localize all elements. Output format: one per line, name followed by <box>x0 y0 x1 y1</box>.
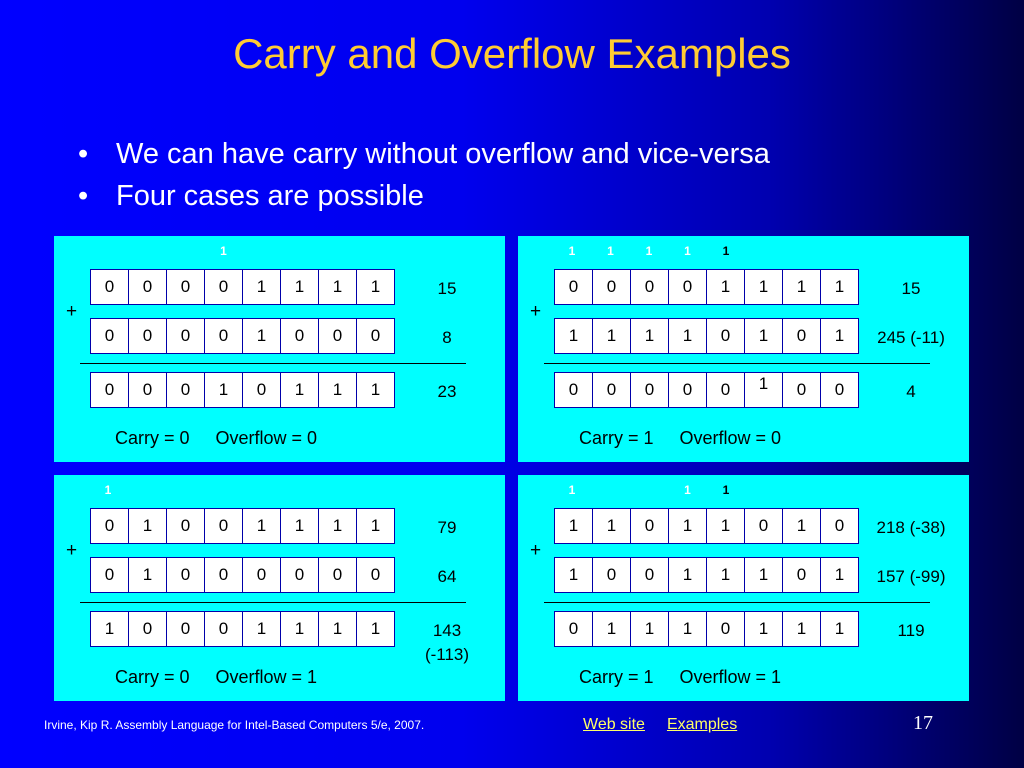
bit-value: 1 <box>218 380 229 399</box>
bit-value: 0 <box>720 326 731 345</box>
bit-value: 1 <box>568 565 579 584</box>
bit-cell <box>744 269 783 305</box>
bit-value: 1 <box>682 516 693 535</box>
bit-value: 1 <box>332 380 343 399</box>
bit-cell <box>554 318 593 354</box>
bit-value: 1 <box>142 565 153 584</box>
bit-cell <box>744 557 783 593</box>
bit-cell <box>554 269 593 305</box>
bit-cell <box>782 557 821 593</box>
bit-value: 1 <box>758 374 769 393</box>
bit-value: 1 <box>104 619 115 638</box>
bit-value: 0 <box>142 326 153 345</box>
bullet-item: • Four cases are possible <box>78 175 770 217</box>
web-site-link[interactable]: Web site <box>583 716 645 733</box>
bit-value: 1 <box>606 619 617 638</box>
bit-value: 1 <box>796 277 807 296</box>
bit-cell <box>128 557 167 593</box>
examples-link[interactable]: Examples <box>666 716 738 733</box>
slide-title: Carry and Overflow Examples <box>233 30 791 77</box>
bit-value: 0 <box>256 565 267 584</box>
bullet-icon: • <box>78 138 89 170</box>
bit-value: 1 <box>758 565 769 584</box>
bit-cell <box>242 508 281 544</box>
operand-b-value: 64 <box>437 567 457 586</box>
bit-value: 0 <box>294 326 305 345</box>
operand-b-value: 157 (-99) <box>876 567 946 586</box>
carry-bit: 1 <box>568 483 576 497</box>
operand-b-row <box>90 318 394 354</box>
bit-value: 0 <box>180 380 191 399</box>
bit-cell <box>706 557 745 593</box>
bit-cell <box>204 611 243 647</box>
bit-cell <box>128 372 167 408</box>
example-panel-3 <box>54 475 505 701</box>
bit-value: 1 <box>682 619 693 638</box>
example-panel-1 <box>54 236 505 462</box>
carry-bit: 1 <box>645 244 653 258</box>
bit-value: 1 <box>294 277 305 296</box>
flags-status <box>115 667 317 688</box>
bit-cell <box>242 269 281 305</box>
example-panel-4 <box>518 475 969 701</box>
bit-value: 0 <box>294 565 305 584</box>
carry-bit: 1 <box>568 244 576 258</box>
bit-cell <box>242 557 281 593</box>
bit-value: 1 <box>370 277 381 296</box>
operand-b-row <box>554 318 858 354</box>
bit-value: 1 <box>256 277 267 296</box>
bit-cell <box>280 557 319 593</box>
bit-cell <box>90 508 129 544</box>
bit-value: 0 <box>720 619 731 638</box>
bit-value: 1 <box>758 326 769 345</box>
bit-cell <box>820 508 859 544</box>
bit-cell <box>630 269 669 305</box>
bit-cell <box>592 318 631 354</box>
bit-value: 0 <box>682 277 693 296</box>
bit-cell <box>820 557 859 593</box>
carry-flag-text: Carry = 1 <box>579 667 654 687</box>
bit-cell <box>668 269 707 305</box>
bit-cell <box>90 318 129 354</box>
bit-cell <box>668 372 707 408</box>
bit-cell <box>280 508 319 544</box>
bit-cell <box>706 372 745 408</box>
bit-value: 1 <box>796 516 807 535</box>
bit-value: 0 <box>606 380 617 399</box>
bit-cell <box>744 318 783 354</box>
bit-cell <box>166 508 205 544</box>
bit-cell <box>90 611 129 647</box>
bit-value: 1 <box>682 565 693 584</box>
bullet-icon: • <box>78 180 89 212</box>
bit-cell <box>630 508 669 544</box>
bit-value: 0 <box>180 565 191 584</box>
bit-cell <box>744 508 783 544</box>
bit-cell <box>592 372 631 408</box>
bit-cell <box>554 557 593 593</box>
overflow-flag-text: Overflow = 0 <box>679 428 782 448</box>
bit-value: 1 <box>796 619 807 638</box>
bit-cell <box>630 611 669 647</box>
bit-cell <box>166 557 205 593</box>
sum-row <box>90 611 394 647</box>
bit-cell <box>280 372 319 408</box>
bit-value: 0 <box>644 380 655 399</box>
flags-status <box>579 428 781 449</box>
bit-cell <box>204 318 243 354</box>
bit-cell <box>356 557 395 593</box>
operand-b-value: 8 <box>442 328 452 347</box>
bit-cell <box>592 269 631 305</box>
bit-cell <box>204 372 243 408</box>
bit-value: 0 <box>104 380 115 399</box>
bit-cell <box>820 372 859 408</box>
bit-value: 0 <box>568 277 579 296</box>
bit-value: 0 <box>256 380 267 399</box>
bit-cell <box>744 611 783 647</box>
bit-value: 0 <box>796 326 807 345</box>
sum-value: 119 <box>897 621 925 640</box>
bit-value: 0 <box>142 277 153 296</box>
bit-value: 0 <box>218 516 229 535</box>
bit-cell <box>820 269 859 305</box>
footer-links <box>583 716 759 734</box>
bit-value: 0 <box>142 380 153 399</box>
bit-cell <box>706 611 745 647</box>
bit-cell <box>820 611 859 647</box>
operand-a-value: 79 <box>437 518 457 537</box>
carry-bit: 1 <box>104 483 112 497</box>
bit-cell <box>280 269 319 305</box>
operand-a-row <box>554 508 858 544</box>
bit-cell <box>356 611 395 647</box>
operand-b-row <box>90 557 394 593</box>
bit-value: 1 <box>142 516 153 535</box>
bit-value: 0 <box>720 380 731 399</box>
carry-bit: 1 <box>607 244 614 258</box>
bit-value: 1 <box>568 516 579 535</box>
bit-value: 1 <box>256 326 267 345</box>
bit-cell <box>318 508 357 544</box>
plus-sign: + <box>66 540 78 561</box>
bit-value: 0 <box>370 326 381 345</box>
bit-cell <box>782 611 821 647</box>
bit-value: 0 <box>332 326 343 345</box>
sum-value: 4 <box>906 382 916 401</box>
bit-cell <box>554 508 593 544</box>
bit-value: 0 <box>180 516 191 535</box>
bit-value: 1 <box>834 619 845 638</box>
sum-row <box>554 372 858 408</box>
bit-cell <box>204 269 243 305</box>
bit-cell <box>128 269 167 305</box>
bit-cell <box>242 318 281 354</box>
bit-cell <box>90 269 129 305</box>
plus-sign: + <box>530 540 542 561</box>
bit-value: 0 <box>682 380 693 399</box>
bit-cell <box>592 611 631 647</box>
citation-footer: Irvine, Kip R. Assembly Language for Intel-Based Computers 5/e, 2007. <box>44 718 425 732</box>
bit-value: 0 <box>606 277 617 296</box>
bit-cell <box>128 318 167 354</box>
bit-cell <box>204 508 243 544</box>
bit-value: 0 <box>332 565 343 584</box>
bit-cell <box>318 269 357 305</box>
bit-value: 1 <box>370 516 381 535</box>
operand-b-value: 245 (-11) <box>877 328 945 347</box>
carry-flag-text: Carry = 0 <box>115 667 190 687</box>
bit-cell <box>318 611 357 647</box>
bit-value: 0 <box>758 516 769 535</box>
bit-value: 1 <box>834 277 845 296</box>
bit-cell <box>356 318 395 354</box>
bit-cell <box>554 611 593 647</box>
bit-value: 0 <box>218 277 229 296</box>
bit-cell <box>592 557 631 593</box>
bit-cell <box>782 508 821 544</box>
carry-flag-text: Carry = 0 <box>115 428 190 448</box>
sum-signed-value: (-113) <box>424 645 470 664</box>
bit-cell <box>706 269 745 305</box>
bit-value: 0 <box>104 565 115 584</box>
bit-cell <box>128 611 167 647</box>
sum-row <box>90 372 394 408</box>
bit-value: 1 <box>720 516 731 535</box>
bit-cell <box>280 611 319 647</box>
carry-bit: 1 <box>722 483 730 497</box>
bit-value: 0 <box>218 619 229 638</box>
bit-value: 0 <box>796 565 807 584</box>
sum-value: 143 <box>432 621 462 640</box>
operand-a-value: 15 <box>437 279 457 298</box>
bit-value: 0 <box>104 277 115 296</box>
example-panel-2 <box>518 236 969 462</box>
bit-value: 1 <box>758 619 769 638</box>
bit-value: 0 <box>104 516 115 535</box>
bit-cell <box>782 372 821 408</box>
bit-value: 1 <box>644 619 655 638</box>
bullet-item: • We can have carry without overflow and vice-versa <box>78 133 770 175</box>
bit-value: 0 <box>606 565 617 584</box>
bit-cell <box>166 372 205 408</box>
bit-value: 1 <box>834 565 845 584</box>
bit-value: 0 <box>568 380 579 399</box>
bit-cell <box>90 557 129 593</box>
bullet-list <box>78 133 770 217</box>
bit-cell <box>592 508 631 544</box>
carry-bit: 1 <box>220 244 227 258</box>
bit-cell <box>782 318 821 354</box>
plus-sign: + <box>66 301 78 322</box>
sum-rule <box>544 602 930 603</box>
sum-rule <box>80 602 466 603</box>
bit-cell <box>356 269 395 305</box>
bit-cell <box>318 318 357 354</box>
bit-value: 0 <box>180 326 191 345</box>
flags-status <box>579 667 781 688</box>
operand-b-row <box>554 557 858 593</box>
carry-flag-text: Carry = 1 <box>579 428 654 448</box>
bit-cell <box>668 508 707 544</box>
sum-rule <box>80 363 466 364</box>
bit-cell <box>554 372 593 408</box>
bit-value: 0 <box>834 516 845 535</box>
sum-value: 23 <box>437 382 457 401</box>
bit-value: 1 <box>644 326 655 345</box>
bit-cell <box>128 508 167 544</box>
overflow-flag-text: Overflow = 0 <box>215 428 318 448</box>
bit-value: 0 <box>218 326 229 345</box>
bit-value: 1 <box>606 326 617 345</box>
bit-value: 0 <box>644 565 655 584</box>
bit-value: 1 <box>720 565 731 584</box>
bit-cell <box>630 557 669 593</box>
overflow-flag-text: Overflow = 1 <box>679 667 782 687</box>
bit-value: 1 <box>370 619 381 638</box>
sum-rule <box>544 363 930 364</box>
bit-value: 1 <box>256 516 267 535</box>
bit-cell <box>706 508 745 544</box>
bit-cell <box>90 372 129 408</box>
bit-cell <box>630 318 669 354</box>
bit-cell <box>630 372 669 408</box>
carry-bit: 1 <box>684 483 691 497</box>
bit-cell <box>166 269 205 305</box>
overflow-flag-text: Overflow = 1 <box>215 667 318 687</box>
bit-value: 1 <box>720 277 731 296</box>
bit-value: 1 <box>256 619 267 638</box>
operand-a-value: 15 <box>901 279 921 298</box>
operand-a-row <box>90 508 394 544</box>
bit-cell <box>706 318 745 354</box>
bit-cell <box>280 318 319 354</box>
bit-value: 1 <box>834 326 845 345</box>
bit-cell <box>204 557 243 593</box>
bit-cell <box>668 318 707 354</box>
bit-value: 1 <box>294 380 305 399</box>
bit-cell <box>668 611 707 647</box>
bit-cell <box>356 372 395 408</box>
operand-a-row <box>90 269 394 305</box>
flags-status <box>115 428 317 449</box>
bit-cell <box>356 508 395 544</box>
bit-value: 0 <box>644 277 655 296</box>
sum-row <box>554 611 858 647</box>
bit-value: 1 <box>682 326 693 345</box>
bit-value: 0 <box>644 516 655 535</box>
bit-cell <box>242 611 281 647</box>
bit-value: 0 <box>568 619 579 638</box>
bit-value: 1 <box>332 277 343 296</box>
bit-cell <box>744 372 783 408</box>
bit-cell <box>166 318 205 354</box>
bit-value: 0 <box>142 619 153 638</box>
bit-value: 1 <box>606 516 617 535</box>
bit-value: 0 <box>104 326 115 345</box>
operand-a-value: 218 (-38) <box>876 518 946 537</box>
bit-value: 0 <box>180 277 191 296</box>
bit-cell <box>166 611 205 647</box>
bit-value: 1 <box>568 326 579 345</box>
page-number: 17 <box>913 712 933 734</box>
bit-cell <box>318 372 357 408</box>
bit-value: 1 <box>758 277 769 296</box>
bit-value: 1 <box>294 516 305 535</box>
bit-value: 0 <box>218 565 229 584</box>
bit-cell <box>782 269 821 305</box>
carry-bit: 1 <box>722 244 730 258</box>
bit-cell <box>242 372 281 408</box>
bit-value: 1 <box>370 380 381 399</box>
plus-sign: + <box>530 301 542 322</box>
carry-bit: 1 <box>684 244 691 258</box>
bit-value: 1 <box>332 516 343 535</box>
bit-value: 1 <box>332 619 343 638</box>
bit-cell <box>668 557 707 593</box>
bit-value: 0 <box>180 619 191 638</box>
bit-cell <box>820 318 859 354</box>
bit-value: 0 <box>370 565 381 584</box>
operand-a-row <box>554 269 858 305</box>
bit-cell <box>318 557 357 593</box>
bit-value: 0 <box>796 380 807 399</box>
bit-value: 0 <box>834 380 845 399</box>
bit-value: 1 <box>294 619 305 638</box>
